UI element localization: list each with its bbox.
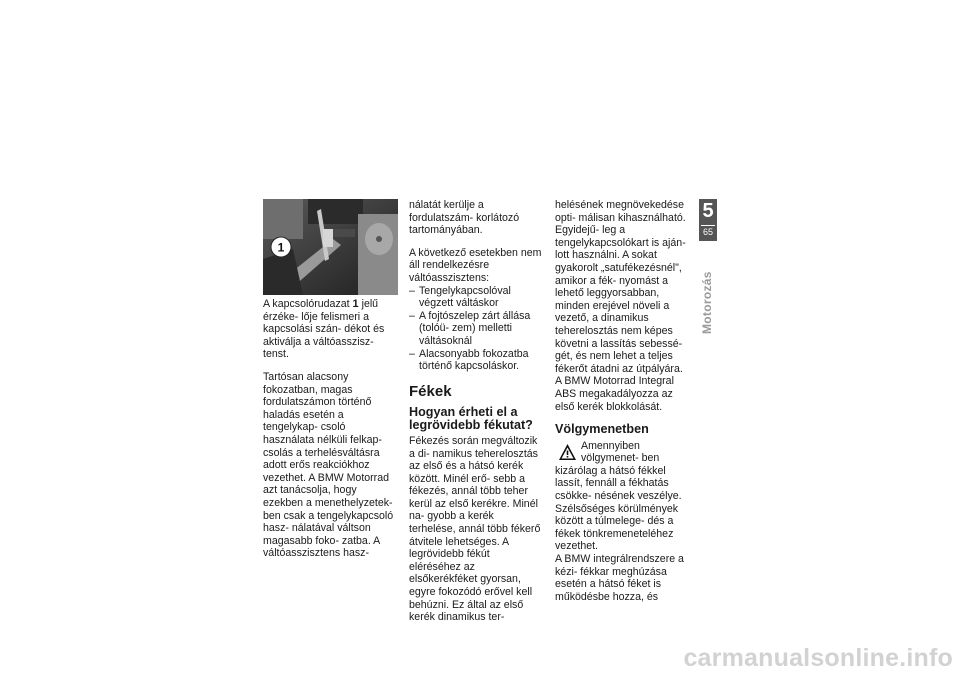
warning-text: Amennyiben völgymenet- ben kizárólag a hátsó fékkel lassít, fennáll a fékhatás csökke- nésének veszélye. Szélsőséges körülmények között a túlmelege- dés a fékek tönkremeneteléhez vezethet.	[555, 439, 682, 553]
list-item: – Tengelykapcsolóval végzett váltáskor	[409, 285, 543, 310]
chapter-title: Motorozás	[700, 271, 714, 334]
body-paragraph: nálatát kerülje a fordulatszám- korlátozó tartományában.	[409, 199, 520, 237]
list-item: – A fojtószelep zárt állása (tolóü- zem) melletti váltásoknál	[409, 310, 543, 348]
section-title: Fékek	[409, 382, 452, 400]
body-paragraph: A következő esetekben nem áll rendelkezésre váltóasszisztens:	[409, 246, 542, 284]
body-paragraph: helésének megnövekedése opti- málisan kihasználható. Egyidejű- leg a tengelykapcsolókart is aján- lott használni. A sokat gyakorolt „satufékezésnél", amikor a fék- nyomást a lehető leggyorsabban, minden erejével növeli a vezető, a dinamikus teherelosztás nem képes követni a lassítás sebessé- gét, és nem lehet a teljes fékerőt átadni az útpályára.	[555, 199, 686, 375]
gear-shift-photo	[263, 199, 398, 295]
subheading: Völgymenetben	[555, 422, 649, 437]
chapter-number: 5	[702, 200, 714, 222]
photo-caption	[263, 298, 398, 361]
subheading: Hogyan érheti el a legrövidebb fékutat?	[409, 404, 533, 433]
body-paragraph: Fékezés során megváltozik a di- namikus teherelosztás az első és a hátsó kerék között. Minél erő- sebb a fékezés, annál több teher kerül az első kerékre. Minél na- gyobb a kerék terhelése, annál több fékerő átvitele lehetséges. A legrövidebb fékút eléréséhez az elsőkerékféket gyorsan, egyre fokozódó erővel kell behúzni. Ez által az első kerék dinamikus ter-	[409, 434, 541, 624]
warning-block	[555, 440, 688, 553]
watermark: carmanualsonline.info	[683, 644, 953, 672]
column-2	[409, 199, 543, 634]
column-3	[555, 199, 688, 613]
dash-list	[409, 285, 543, 373]
list-item: – Alacsonyabb fokozatba történő kapcsoláskor.	[409, 348, 543, 373]
caption-text-before: A kapcsolórudazat	[263, 298, 353, 310]
body-paragraph: A BMW integrálrendszere a kézi- fékkar meghúzása esetén a hátsó féket is működésbe hozza, és	[555, 553, 684, 603]
warning-triangle-icon	[558, 443, 577, 461]
callout-label: 1	[277, 240, 285, 255]
caption-callout-number: 1	[352, 298, 359, 310]
column-1	[263, 199, 398, 570]
caption-text-after: jelű érzéke- lője felismeri a kapcsolási szán- dékot és aktiválja a váltóasszisz- tenst.	[263, 298, 385, 361]
chapter-tab	[699, 199, 717, 241]
gear-shift-illustration	[263, 199, 398, 295]
body-paragraph: A BMW Motorrad Integral ABS megakadályozza az első kerék blokkolását.	[555, 375, 674, 413]
body-paragraph: Tartósan alacsony fokozatban, magas fordulatszámon történő haladás esetén a tengelykap- csoló használata nélküli felkap- csolás a terhelésváltásra adott erős reakciókhoz vezethet. A BMW Motorrad azt tanácsolja, hogy ezekben a menethelyzetek- ben csak a tengelykapcsoló hasz- nálatával váltson magasabb foko- zatba. A váltóasszisztens hasz-	[263, 370, 394, 560]
page-number: 65	[702, 227, 713, 237]
